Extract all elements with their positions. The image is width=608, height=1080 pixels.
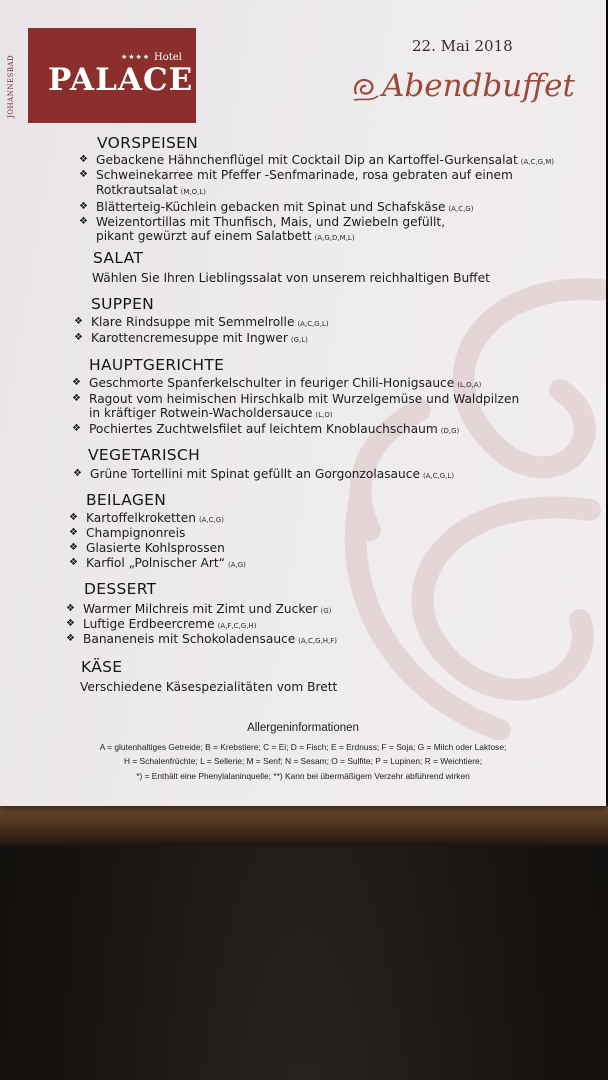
bullet-icon: ❖ [74,332,83,343]
bullet-icon: ❖ [66,618,75,629]
section-heading: HAUPTGERICHTE [89,356,225,374]
bullet-icon: ❖ [72,377,81,388]
list-item: ❖ Weizentortillas mit Thunfisch, Mais, und Zwiebeln gefüllt, [79,215,446,229]
list-item: ❖ Pochiertes Zuchtwelsfilet auf leichtem Knoblauchschaum (D,G) [72,422,460,436]
bullet-icon: ❖ [72,393,81,404]
list-item-continuation: in kräftiger Rotwein-Wacholdersauce (L,O) [89,406,333,420]
list-item-continuation: Rotkrautsalat (M,O,L) [96,183,207,197]
section-heading: KÄSE [81,658,123,676]
section-plain-text: Wählen Sie Ihren Lieblingssalat von unserem reichhaltigen Buffet [92,271,490,285]
list-item: ❖ Gebackene Hähnchenflügel mit Cocktail Dip an Kartoffel-Gurkensalat (A,C,G,M) [79,153,555,167]
menu-holder-edge [0,806,608,846]
bullet-icon: ❖ [66,633,75,644]
section-heading: SALAT [93,249,144,267]
list-item: ❖ Champignonreis [69,526,186,540]
menu-date: 22. Mai 2018 [412,37,513,55]
logo-name: PALACE [48,62,194,98]
allergen-legend-line: H = Schalenfrüchte; L = Sellerie; M = Senf; N = Sesam; O = Sulfite; P = Lupinen; R = Weichtiere; [123,756,483,766]
list-item: ❖ Karfiol „Polnischer Art“ (A,G) [69,556,246,570]
logo-hotel: Hotel [154,52,182,63]
allergen-legend-line: A = glutenhaltiges Getreide; B = Krebstiere; C = Ei; D = Fisch; E = Erdnuss; F = Soja; G = Milch oder Laktose; [99,742,507,752]
bullet-icon: ❖ [79,154,88,165]
list-item: ❖ Ragout vom heimischen Hirschkalb mit Wurzelgemüse und Waldpilzen [72,392,520,406]
bullet-icon: ❖ [79,201,88,212]
list-item: ❖ Bananeneis mit Schokoladensauce (A,C,G,H,F) [66,632,338,646]
side-label: JOHANNESBAD [7,54,15,118]
bullet-icon: ❖ [69,527,78,538]
list-item-continuation: pikant gewürzt auf einem Salatbett (A,G,D,M,L) [96,229,355,243]
bullet-icon: ❖ [66,603,75,614]
allergen-note: *) = Enthält eine Phenylalaninquelle; **) Kann bei übermäßigem Verzehr abführend wirken [136,771,470,781]
bullet-icon: ❖ [72,423,81,434]
section-heading: BEILAGEN [86,491,167,509]
allergen-title: Allergeninformationen [247,722,359,734]
section-heading: VEGETARISCH [88,446,201,464]
bullet-icon: ❖ [74,316,83,327]
logo-stars: ★★★★ [121,53,151,61]
list-item: ❖ Grüne Tortellini mit Spinat gefüllt an Gorgonzolasauce (A,C,G,L) [73,467,455,481]
bullet-icon: ❖ [73,468,82,479]
list-item: ❖ Blätterteig-Küchlein gebacken mit Spinat und Schafskäse (A,C,G) [79,200,474,214]
list-item: ❖ Karottencremesuppe mit Ingwer (G,L) [74,331,308,345]
list-item: ❖ Glasierte Kohlsprossen [69,541,225,555]
bullet-icon: ❖ [69,512,78,523]
list-item: ❖ Schweinekarree mit Pfeffer -Senfmarinade, rosa gebraten auf einem [79,168,513,182]
section-heading: VORSPEISEN [97,134,199,152]
bullet-icon: ❖ [79,216,88,227]
list-item: ❖ Kartoffelkroketten (A,C,G) [69,511,224,525]
bullet-icon: ❖ [69,542,78,553]
list-item: ❖ Geschmorte Spanferkelschulter in feuriger Chili-Honigsauce (L,O,A) [72,376,482,390]
list-item: ❖ Klare Rindsuppe mit Semmelrolle (A,C,G,L) [74,315,329,329]
list-item: ❖ Warmer Milchreis mit Zimt und Zucker (G) [66,602,332,616]
bullet-icon: ❖ [79,169,88,180]
menu-title: Abendbuffet [382,68,575,104]
section-heading: SUPPEN [91,295,155,313]
bullet-icon: ❖ [69,557,78,568]
list-item: ❖ Luftige Erdbeercreme (A,F,C,G,H) [66,617,257,631]
section-heading: DESSERT [84,580,157,598]
section-plain-text: Verschiedene Käsespezialitäten vom Brett [80,680,338,694]
